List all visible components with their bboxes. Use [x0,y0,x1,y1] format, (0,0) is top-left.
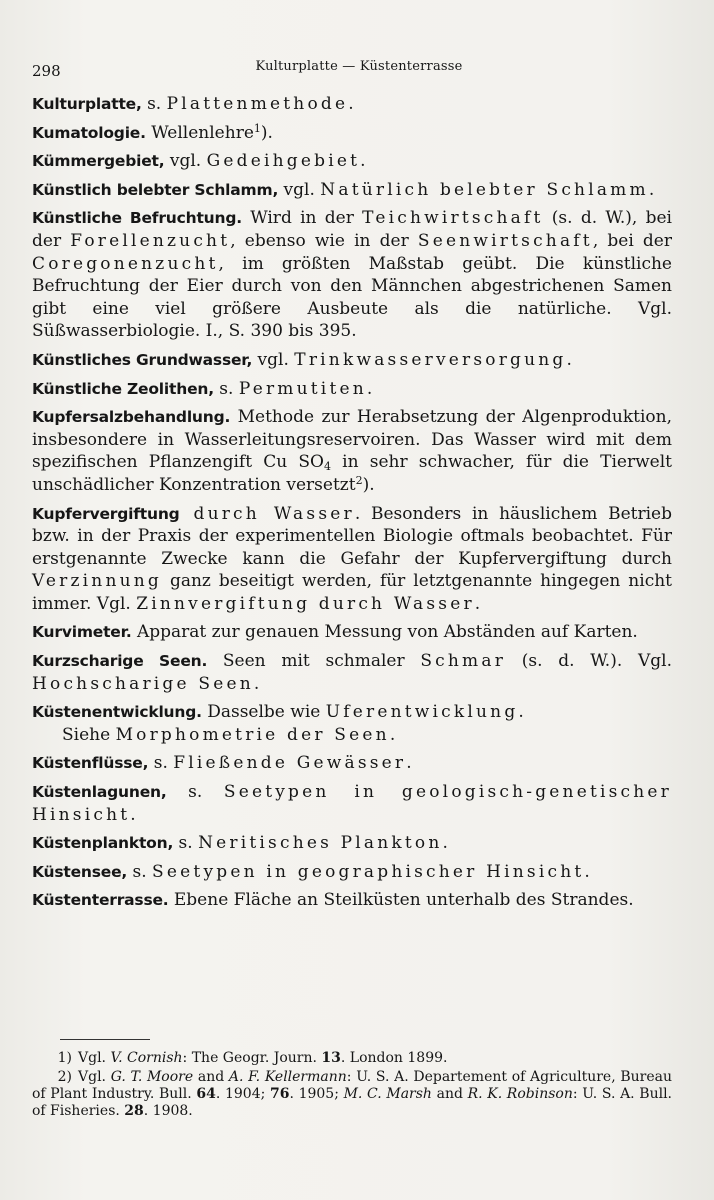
entry-text: . [348,94,354,114]
entry-text: s. [173,833,199,854]
entry-kupfervergiftung [32,503,672,616]
entry-kupfersalzbehandlung [32,406,672,496]
entry-text: . [566,349,572,370]
volume-number: 13 [321,1050,341,1066]
cross-reference: durch Wasser [179,503,355,524]
entry-text: , ebenso wie in der [230,230,418,251]
footnote-text: and [193,1069,229,1085]
entry-text: s. [148,753,174,774]
footnote-text: : U. S. A. Departement of Agriculture, Bureau of Plant Industry. Bull. [32,1069,672,1102]
running-title: Kulturplatte — Küstenterrasse [255,59,463,74]
entry-text: in sehr schwacher, für die Tierwelt unschädlicher Konzentration versetzt [32,452,672,495]
entry-text: , im größten Maßstab geübt. Die künstliche Befruchtung der Eier durch von den Männchen abgestrichenen Samen gibt eine viel größere Ausbeute als die natürliche. Vgl. Süßwasserbiologie. I., S. 390 bis 395. [32,253,672,342]
entry-text: Wellenlehre [145,122,254,143]
cross-reference: Neritisches Plankton [198,833,443,854]
footnote-text: : U. S. A. Bull. of Fisheries. [32,1086,673,1119]
entry-kulturplatte [32,93,672,116]
entry-headword: Kurzscharige Seen. [32,652,208,671]
footnote-text: and [431,1086,468,1102]
entry-headword: Kulturplatte, [32,95,142,113]
cross-reference: Natürlich belebter Schlamm [320,179,649,200]
entry-text: Siehe [62,724,116,745]
cross-reference: Uferentwicklung [325,702,519,723]
footnotes [32,1050,672,1122]
cross-reference: Morphometrie der Seen [115,724,390,745]
entry-headword: Kümmergebiet, [32,152,165,171]
volume-number: 64 [196,1086,216,1102]
entry-headword: Kupfervergiftung [32,504,180,523]
footnote-1 [32,1050,672,1067]
entry-text: vgl. [278,179,321,200]
entry-text: . [442,833,448,854]
entry-text: . [406,753,412,774]
entry-text: . [648,179,655,200]
entry-headword: Küstenterrasse. [32,891,169,910]
entry-kurzscharige-seen [32,650,672,695]
entry-text: . [253,673,260,694]
footnote-marker: 2 [355,473,363,487]
entry-headword: Küstenflüsse, [32,754,149,773]
entry-kumatologie [32,122,672,145]
footnote-text: : The Geogr. Journ. [182,1050,322,1066]
entry-text: . [360,151,366,172]
entry-text: . [584,861,590,882]
entry-kuenstliches-grundwasser [32,349,672,372]
cross-reference: Seetypen in geologisch-genetischer Hinsicht [32,782,673,825]
chemical-subscript: 4 [323,460,331,474]
cross-reference: Verzinnung [32,571,162,592]
entry-text: vgl. [164,151,207,172]
footnote-number: 2) [57,1069,72,1085]
entry-text: (s. d. W.). Vgl. [506,651,672,672]
entry-headword: Küstenplankton, [32,834,174,853]
entry-text: . [366,378,373,399]
entry-headword: Kurvimeter. [32,623,132,642]
entry-text: . [130,804,136,825]
author-name: G. T. Moore [110,1069,194,1085]
footnote-text: Vgl. [78,1050,111,1066]
entry-kuenstliche-zeolithen [32,378,672,401]
entry-kuestenentwicklung [32,701,672,746]
entry-text: s. [166,782,224,803]
dictionary-entries [32,93,672,918]
entry-kuestenlagunen [32,781,672,826]
entry-kuestenfluesse [32,752,672,775]
entry-text: Methode zur Herabsetzung der Algenproduktion, insbesondere in Wasserleitungsreservoiren. Das Wasser wird mit dem spezifischen Pflanzengift Cu SO [32,407,672,473]
entry-text: s. [141,94,167,114]
cross-reference: Hochscharige Seen [32,673,254,694]
footnote-text: . London 1899. [340,1050,448,1066]
cross-reference: Plattenmethode [166,94,349,114]
entry-text: ). [260,122,273,143]
footnote-text: . 1908. [143,1103,193,1119]
entry-headword: Künstliche Zeolithen, [32,379,214,398]
footnote-number: 1) [57,1050,72,1066]
entry-headword: Künstliches Grundwasser, [32,350,253,369]
entry-headword: Künstlich belebter Schlamm, [32,180,279,199]
entry-text: (s. d. W.), bei der [32,208,672,251]
cross-reference: Fließende Gewässer [173,753,407,774]
entry-kuestenterrasse [32,889,672,912]
entry-text: vgl. [252,349,295,370]
entry-headword: Künstliche Befruchtung. [32,209,242,228]
entry-headword: Küstenlagunen, [32,783,167,802]
entry-kuenstliche-befruchtung [32,207,672,343]
author-name: M. C. Marsh [343,1086,432,1102]
cross-reference: Gedeihgebiet [206,151,361,172]
footnote-marker: 1 [253,121,261,135]
author-name: V. Cornish [110,1050,183,1066]
entry-kuestensee [32,861,672,884]
cross-reference: Permutiten [238,378,367,399]
entry-kuemmergebiet [32,150,672,173]
footnote-2 [32,1069,672,1120]
entry-text: Apparat zur genauen Messung von Abständen auf Karten. [131,622,638,643]
cross-reference: Trinkwasserversorgung [294,349,567,370]
cross-reference: Teichwirtschaft [362,208,544,229]
entry-text: . [474,593,481,614]
entry-text: ). [362,474,375,495]
entry-text: . [518,702,524,723]
cross-reference: Schmar [420,651,507,672]
volume-number: 28 [124,1103,144,1119]
cross-reference: Seetypen in geographischer Hinsicht [152,861,585,882]
cross-reference: Zinnvergiftung durch Wasser [136,593,475,614]
cross-reference: Forellenzucht [70,230,231,251]
entry-headword: Küstensee, [32,862,128,881]
footnote-divider [60,1039,150,1040]
entry-text: s. [127,861,153,882]
entry-kuenstlich-belebter-schlamm [32,179,672,202]
page-number: 298 [32,62,61,80]
entry-headword: Kupfersalzbehandlung. [32,408,231,427]
entry-text: s. [213,378,239,399]
entry-headword: Kumatologie. [32,123,146,142]
cross-reference: Coregonenzucht [32,253,219,274]
footnote-text: . 1904; [215,1086,270,1102]
entry-kurvimeter [32,621,672,644]
entry-headword: Küstenentwicklung. [32,703,202,722]
author-name: R. K. Robinson [467,1086,573,1102]
footnote-text: Vgl. [78,1069,111,1085]
entry-text: . Besonders in häuslichem Betrieb bzw. in der Praxis der experimentellen Biologie oftmals beobachtet. Für erstgenannte Zwecke kann die Gefahr der Kupfervergiftung durch [32,503,672,569]
cross-reference: Seenwirtschaft [417,230,593,251]
entry-see-also [32,724,672,747]
volume-number: 76 [269,1086,290,1102]
entry-text: ganz beseitigt werden, für letztgenannte hingegen nicht immer. Vgl. [32,571,672,614]
entry-text: Dasselbe wie [201,702,326,723]
entry-text: Ebene Fläche an Steilküsten unterhalb des Strandes. [168,890,634,911]
entry-text: Wird in der [241,208,363,229]
entry-kuestenplankton [32,832,672,855]
entry-text: . [389,724,396,745]
entry-text: Seen mit schmaler [207,651,421,672]
footnote-text: . 1905; [289,1086,344,1102]
author-name: A. F. Kellermann [228,1069,347,1085]
entry-text: , bei der [592,230,672,251]
